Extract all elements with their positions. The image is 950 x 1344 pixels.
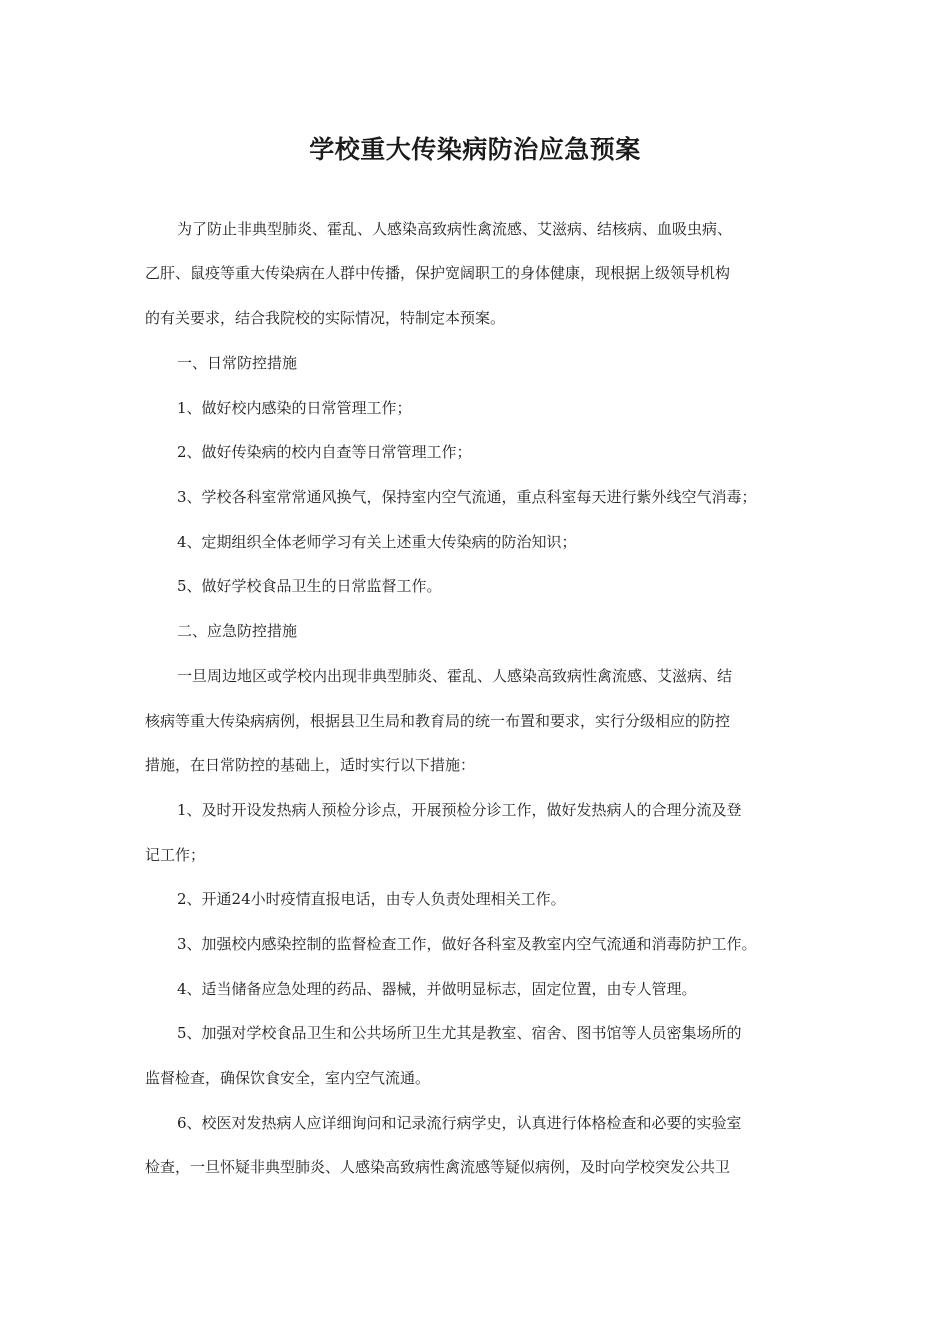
list-item: 5、加强对学校食品卫生和公共场所卫生尤其是教室、宿舍、图书馆等人员密集场所的 xyxy=(177,1024,742,1042)
list-item-continuation: 监督检查，确保饮食安全，室内空气流通。 xyxy=(145,1069,431,1087)
paragraph-line: 核病等重大传染病病例，根据县卫生局和教育局的统一布置和要求，实行分级相应的防控 xyxy=(145,712,731,730)
list-item: 3、加强校内感染控制的监督检查工作，做好各科室及教室内空气流通和消毒防护工作。 xyxy=(177,935,757,953)
paragraph-line: 为了防止非典型肺炎、霍乱、人感染高致病性禽流感、艾滋病、结核病、血吸虫病、 xyxy=(177,220,733,238)
document-title: 学校重大传染病防治应急预案 xyxy=(309,135,641,164)
list-item: 1、做好校内感染的日常管理工作； xyxy=(177,399,412,417)
paragraph-line: 乙肝、鼠疫等重大传染病在人群中传播，保护宽阔职工的身体健康，现根据上级领导机构 xyxy=(145,264,731,282)
list-item: 2、做好传染病的校内自查等日常管理工作； xyxy=(177,443,472,461)
list-item: 2、开通24小时疫情直报电话，由专人负责处理相关工作。 xyxy=(177,890,566,908)
list-item: 4、定期组织全体老师学习有关上述重大传染病的防治知识； xyxy=(177,533,577,551)
list-item: 1、及时开设发热病人预检分诊点，开展预检分诊工作，做好发热病人的合理分流及登 xyxy=(177,801,742,819)
section-heading: 一、日常防控措施 xyxy=(177,354,298,372)
paragraph-line: 措施，在日常防控的基础上，适时实行以下措施： xyxy=(145,756,476,774)
list-item: 3、学校各科室常常通风换气，保持室内空气流通，重点科室每天进行紫外线空气消毒； xyxy=(177,488,757,506)
list-item-continuation: 检查，一旦怀疑非典型肺炎、人感染高致病性禽流感等疑似病例，及时向学校突发公共卫 xyxy=(145,1158,731,1176)
list-item: 6、校医对发热病人应详细询问和记录流行病学史，认真进行体格检查和必要的实验室 xyxy=(177,1114,742,1132)
paragraph-line: 的有关要求，结合我院校的实际情况，特制定本预案。 xyxy=(145,309,506,327)
list-item: 4、适当储备应急处理的药品、器械，并做明显标志，固定位置，由专人管理。 xyxy=(177,980,697,998)
section-heading: 二、应急防控措施 xyxy=(177,622,298,640)
list-item: 5、做好学校食品卫生的日常监督工作。 xyxy=(177,577,442,595)
list-item-continuation: 记工作； xyxy=(145,846,206,864)
paragraph-line: 一旦周边地区或学校内出现非典型肺炎、霍乱、人感染高致病性禽流感、艾滋病、结 xyxy=(177,667,733,685)
